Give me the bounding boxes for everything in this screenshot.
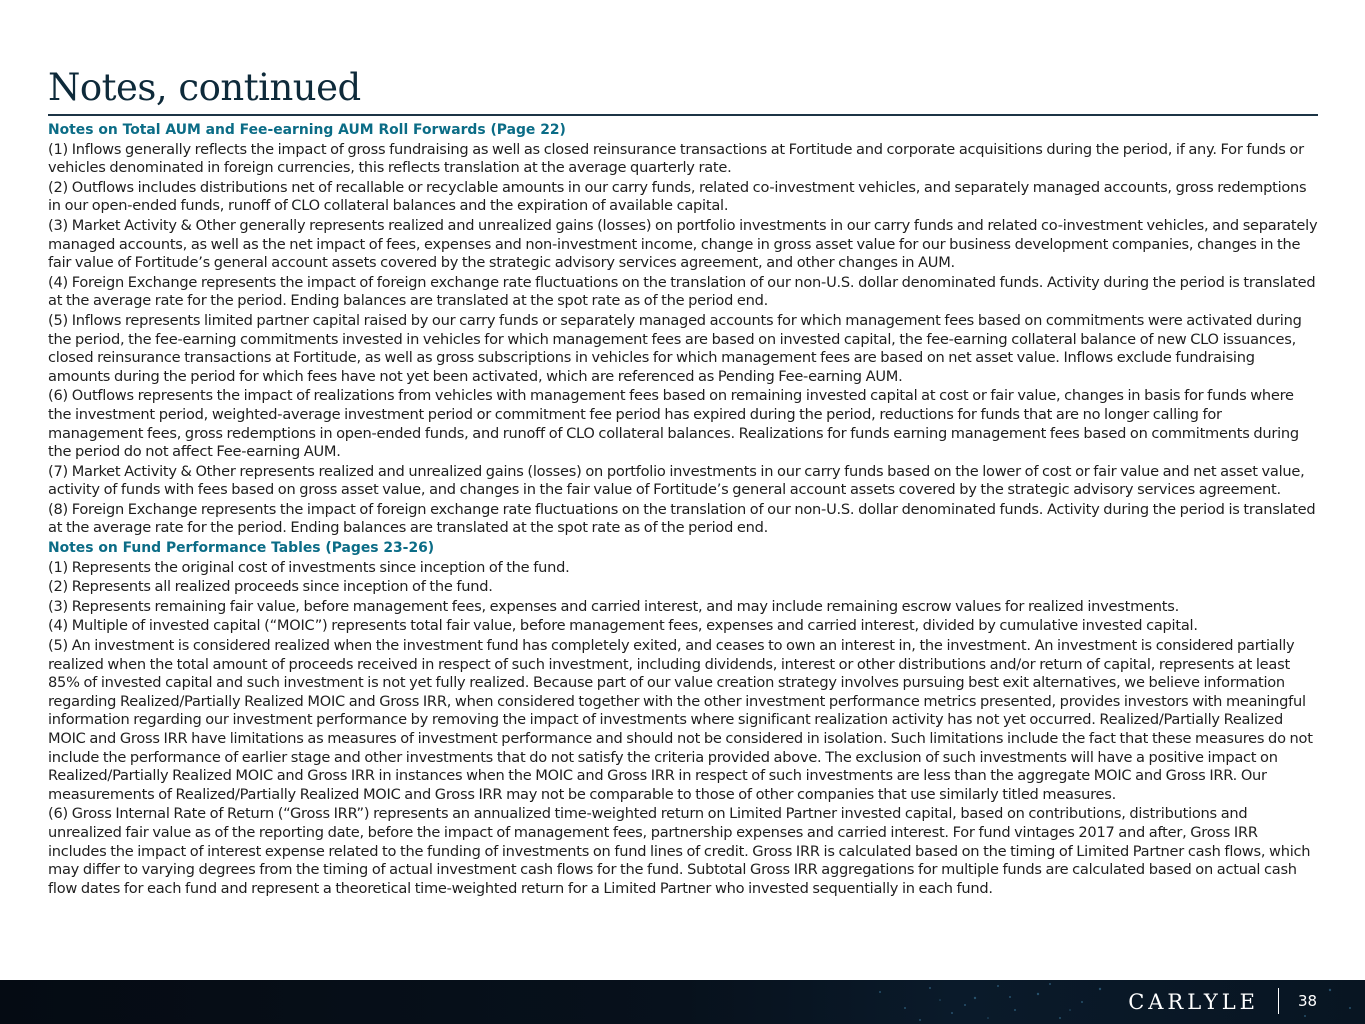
page-title: Notes, continued xyxy=(48,66,361,109)
note-item: (7) Market Activity & Other represents realized and unrealized gains (losses) on portfolio investments in our carry funds based on the lower of cost or fair value and net asset value, activity of funds with fees based on gross asset value, and changes in the fair value of Fortitude’s general account assets covered by the strategic advisory services agreement. xyxy=(48,462,1305,499)
note-item: (3) Represents remaining fair value, before management fees, expenses and carried interest, and may include remaining escrow values for realized investments. xyxy=(48,597,1180,615)
section-heading: Notes on Fund Performance Tables (Pages 23-26) xyxy=(48,540,435,557)
note-item: (4) Multiple of invested capital (“MOIC”) represents total fair value, before management fees, expenses and carried interest, divided by cumulative invested capital. xyxy=(48,617,1198,635)
section-aum-roll-forwards xyxy=(48,120,1318,538)
note-item: (6) Gross Internal Rate of Return (“Gross IRR”) represents an annualized time-weighted return on Limited Partner invested capital, based on contributions, distributions and unrealized fair value as of the reporting date, before the impact of management fees, partnership expenses and carried interest. For fund vintages 2017 and after, Gross IRR includes the impact of interest expense related to the funding of investments on fund lines of credit. Gross IRR is calculated based on the timing of Limited Partner cash flows, which may differ to varying degrees from the timing of actual investment cash flows for the fund. Subtotal Gross IRR aggregations for multiple funds are calculated based on actual cash flow dates for each fund and represent a theoretical time-weighted return for a Limited Partner who invested sequentially in each fund. xyxy=(48,805,1311,897)
logo-divider xyxy=(1278,988,1279,1014)
notes-body xyxy=(48,120,1318,898)
section-heading: Notes on Total AUM and Fee-earning AUM Roll Forwards (Page 22) xyxy=(48,122,566,138)
carlyle-logo: CARLYLE xyxy=(1128,990,1259,1014)
section-fund-performance xyxy=(48,538,1318,898)
note-item: (8) Foreign Exchange represents the impact of foreign exchange rate fluctuations on the translation of our non-U.S. dollar denominated funds. Activity during the period is translated at the average rate for the period. Ending balances are translated at the spot rate as of the period end. xyxy=(48,500,1316,537)
note-item: (5) An investment is considered realized when the investment fund has completely exited, and ceases to own an interest in, the investment. An investment is considered partially realized when the total amount of proceeds received in respect of such investment, including dividends, interest or other distributions and/or return of capital, represents at least 85% of invested capital and such investment is not yet fully realized. Because part of our value creation strategy involves pursuing best exit alternatives, we believe information regarding Realized/Partially Realized MOIC and Gross IRR, when considered together with the other investment performance metrics presented, provides investors with meaningful information regarding our investment performance by removing the impact of investments where significant realization activity has not yet occurred. Realized/Partially Realized MOIC and Gross IRR have limitations as measures of investment performance and should not be considered in isolation. Such limitations include the fact that these measures do not include the performance of earlier stage and other investments that do not satisfy the criteria provided above. The exclusion of such investments will have a positive impact on Realized/Partially Realized MOIC and Gross IRR in instances when the MOIC and Gross IRR in respect of such investments are less than the aggregate MOIC and Gross IRR. Our measurements of Realized/Partially Realized MOIC and Gross IRR may not be comparable to those of other companies that use similarly titled measures. xyxy=(48,637,1313,803)
note-item: (1) Inflows generally reflects the impact of gross fundraising as well as closed reinsurance transactions at Fortitude and corporate acquisitions during the period, if any. For funds or vehicles denominated in foreign currencies, this reflects translation at the average quarterly rate. xyxy=(48,140,1304,177)
note-item: (3) Market Activity & Other generally represents realized and unrealized gains (losses) on portfolio investments in our carry funds and related co-investment vehicles, and separately managed accounts, as well as the net impact of fees, expenses and non-investment income, change in gross asset value for our business development companies, changes in the fair value of Fortitude’s general account assets covered by the strategic advisory services agreement, and other changes in AUM. xyxy=(48,216,1318,272)
note-item: (6) Outflows represents the impact of realizations from vehicles with management fees based on remaining invested capital at cost or fair value, changes in basis for funds where the investment period, weighted-average investment period or commitment fee period has expired during the period, reductions for funds that are no longer calling for management fees, gross redemptions in open-ended funds, and runoff of CLO collateral balances. Realizations for funds earning management fees based on commitments during the period do not affect Fee-earning AUM. xyxy=(48,387,1299,461)
page-number: 38 xyxy=(1298,992,1318,1010)
note-item: (2) Represents all realized proceeds since inception of the fund. xyxy=(48,578,493,596)
note-item: (1) Represents the original cost of investments since inception of the fund. xyxy=(48,558,570,576)
note-item: (2) Outflows includes distributions net of recallable or recyclable amounts in our carry funds, related co-investment vehicles, and separately managed accounts, gross redemptions in our open-ended funds, runoff of CLO collateral balances and the expiration of available capital. xyxy=(48,178,1307,215)
note-item: (5) Inflows represents limited partner capital raised by our carry funds or separately managed accounts for which management fees based on commitments were activated during the period, the fee-earning commitments invested in vehicles for which management fees are based on invested capital, the fee-earning collateral balance of new CLO issuances, closed reinsurance transactions at Fortitude, as well as gross subscriptions in vehicles for which management fees are based on net asset value. Inflows exclude fundraising amounts during the period for which fees have not yet been activated, which are referenced as Pending Fee-earning AUM. xyxy=(48,311,1302,385)
note-item: (4) Foreign Exchange represents the impact of foreign exchange rate fluctuations on the translation of our non-U.S. dollar denominated funds. Activity during the period is translated at the average rate for the period. Ending balances are translated at the spot rate as of the period end. xyxy=(48,273,1316,310)
title-divider xyxy=(48,114,1318,116)
